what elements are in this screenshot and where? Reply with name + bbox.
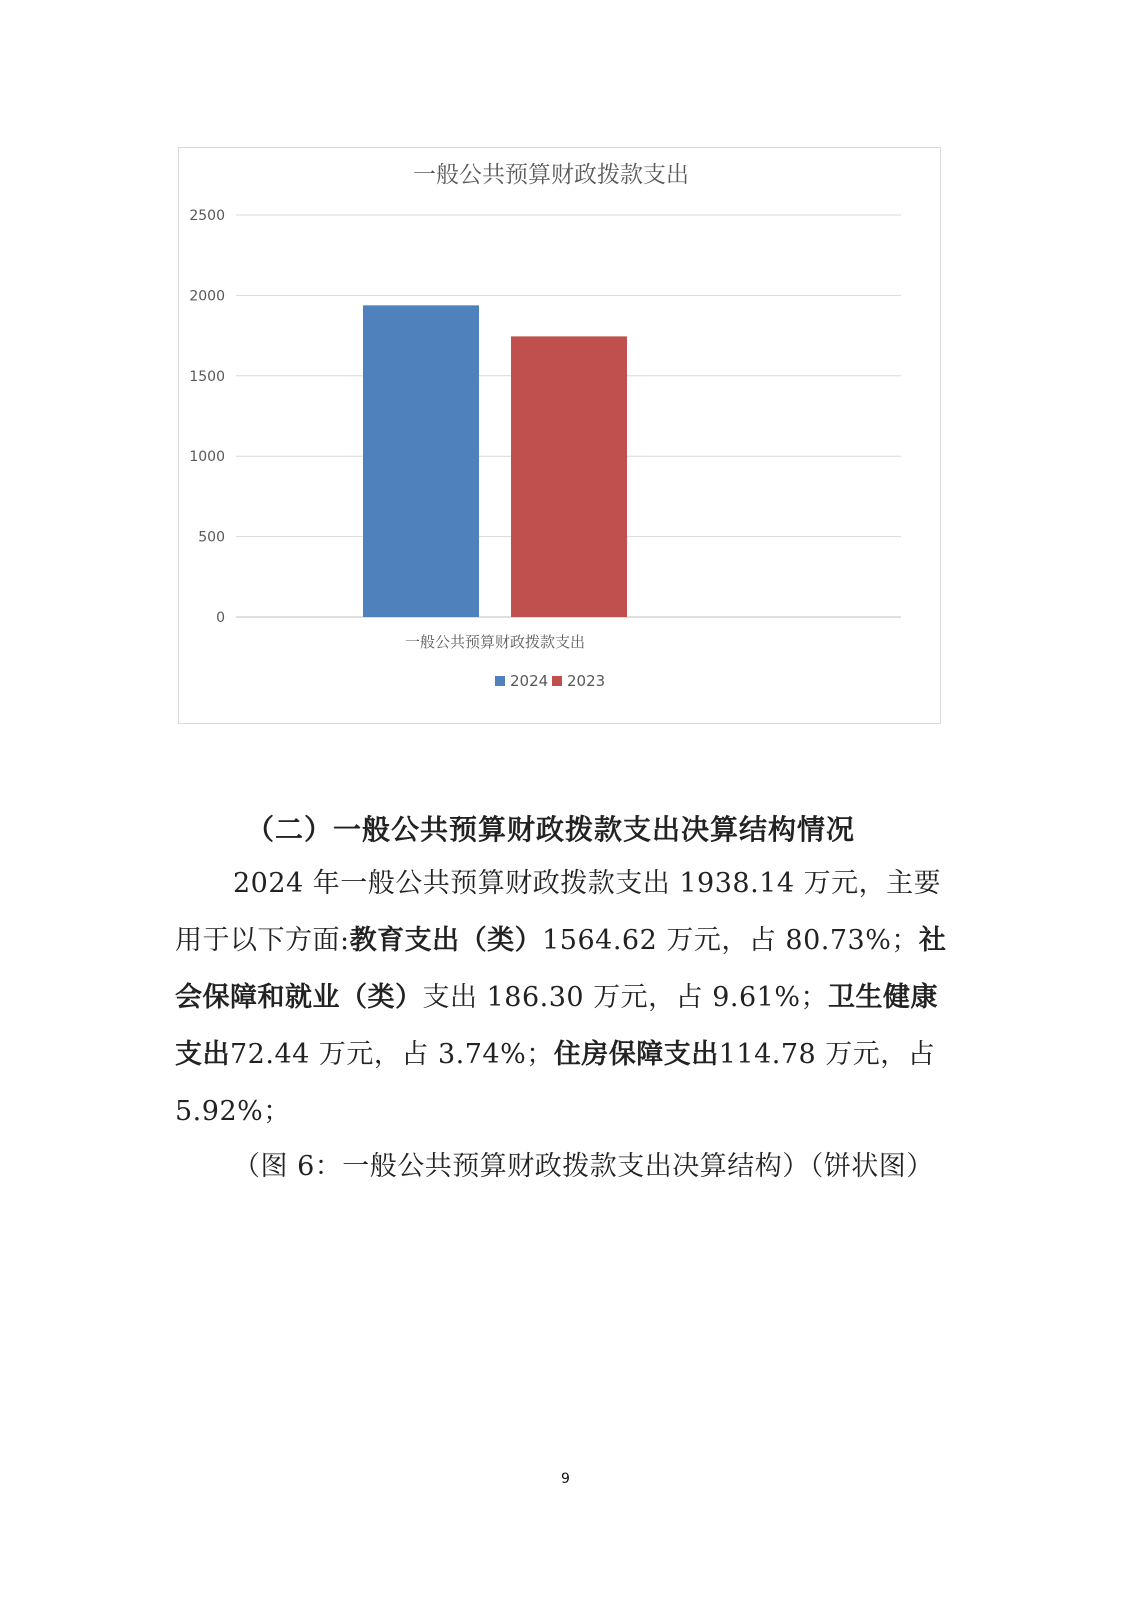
section-heading: （二）一般公共预算财政拨款支出决算结构情况 (246, 813, 856, 846)
y-tick-label: 2500 (189, 208, 225, 224)
edu-label: 教育支出（类） (349, 925, 543, 956)
legend-label-2023: 2023 (567, 672, 606, 690)
bar-2024 (363, 305, 479, 617)
y-tick-label: 500 (198, 529, 225, 546)
legend-swatch-2024 (495, 676, 505, 686)
body-paragraph (175, 855, 965, 1140)
health-value: 72.44 万元，占 3.74%； (230, 1039, 554, 1070)
page-number: 9 (561, 1471, 570, 1487)
legend-label-2024: 2024 (510, 672, 549, 690)
x-category-label: 一般公共预算财政拨款支出 (404, 633, 586, 651)
housing-label: 住房保障支出 (553, 1039, 719, 1070)
y-tick-label: 0 (216, 610, 225, 626)
health-label: 卫生健康支出 (175, 982, 938, 1070)
y-tick-label: 2000 (189, 288, 225, 305)
para-intro: 2024 年一般公共预算财政拨款支出 1938.14 万元，主要用于以下方面: (175, 868, 942, 956)
bar-chart (179, 148, 939, 722)
housing-value: 114.78 万元，占 5.92%； (175, 1039, 936, 1127)
legend-swatch-2023 (552, 676, 562, 686)
chart-title: 一般公共预算财政拨款支出 (413, 162, 689, 188)
figure-caption (175, 1142, 965, 1191)
edu-value: 1564.62 万元，占 80.73%； (542, 925, 919, 956)
social-label: 社会保障和就业（类） (175, 925, 947, 1013)
y-tick-label: 1500 (189, 368, 225, 385)
social-value: 支出 186.30 万元，占 9.61%； (422, 982, 828, 1013)
bar-chart-frame (178, 147, 941, 724)
bar-2023 (511, 336, 627, 617)
y-tick-label: 1000 (189, 449, 225, 466)
figure-caption-text: （图 6：一般公共预算财政拨款支出决算结构）（饼状图） (233, 1151, 934, 1182)
